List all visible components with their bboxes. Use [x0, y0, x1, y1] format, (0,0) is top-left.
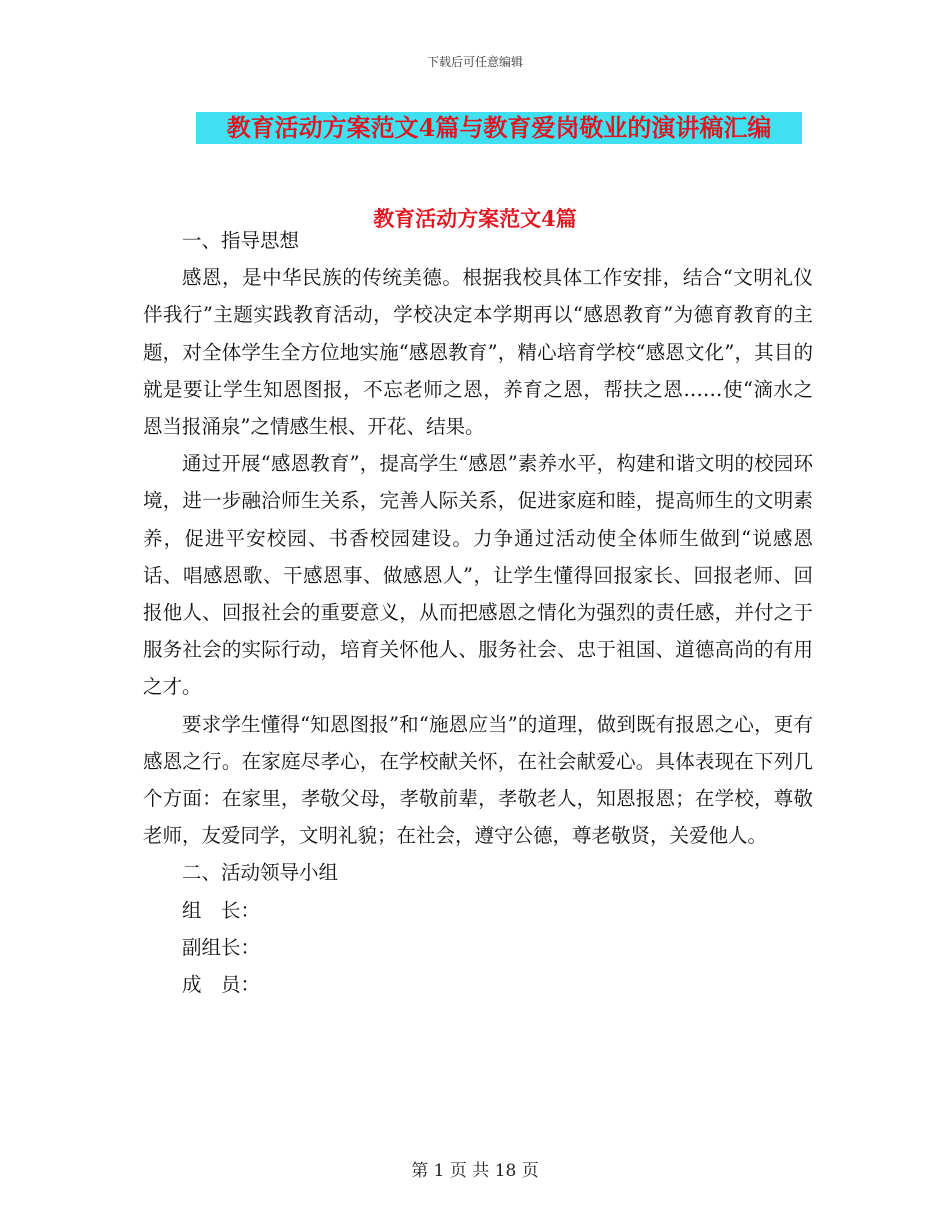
heading-leadership-group: 二、活动领导小组 [182, 861, 339, 885]
document-body [143, 222, 813, 1003]
document-title: 教育活动方案范文4篇与教育爱岗敬业的演讲稿汇编 [196, 112, 802, 144]
section-title: 教育活动方案范文4篇 [373, 206, 577, 231]
page-header: 下载后可任意编辑 [426, 55, 523, 69]
role-deputy-leader: 副组长： [182, 935, 261, 959]
paragraph-2: 通过开展“感恩教育”，提高学生“感恩”素养水平，构建和谐文明的校园环境，进一步融洽师生关系，完善人际关系，促进家庭和睦，提高师生的文明素养，促进平安校园、书香校园建设。力争通过活动使全体师生做到“说感恩话、唱感恩歌、干感恩事、做感恩人”，让学生懂得回报家长、回报老师、回报他人、回报社会的重要意义，从而把感恩之情化为强烈的责任感，并付之于服务社会的实际行动，培育关怀他人、服务社会、忠于祖国、道德高尚的有用之才。 [143, 452, 813, 699]
heading-guiding-thought: 一、指导思想 [182, 229, 300, 252]
paragraph-3: 要求学生懂得“知恩图报”和“施恩应当”的道理，做到既有报恩之心，更有感恩之行。在家庭尽孝心，在学校献关怀，在社会献爱心。具体表现在下列几个方面：在家里，孝敬父母，孝敬前辈，孝敬老人，知恩报恩；在学校，尊敬老师，友爱同学，文明礼貌；在社会，遵守公德，尊老敬贤，关爱他人。 [143, 712, 813, 848]
page-footer: 第 1 页 共 18 页 [411, 1161, 539, 1181]
role-leader: 组 长： [182, 898, 261, 922]
paragraph-1: 感恩，是中华民族的传统美德。根据我校具体工作安排，结合“文明礼仪伴我行”主题实践教育活动，学校决定本学期再以“感恩教育”为德育教育的主题，对全体学生全方位地实施“感恩教育”，精心培育学校“感恩文化”，其目的就是要让学生知恩图报，不忘老师之恩，养育之恩，帮扶之恩……使“滴水之恩当报涌泉”之情感生根、开花、结果。 [143, 266, 813, 439]
role-members: 成 员： [182, 973, 261, 997]
